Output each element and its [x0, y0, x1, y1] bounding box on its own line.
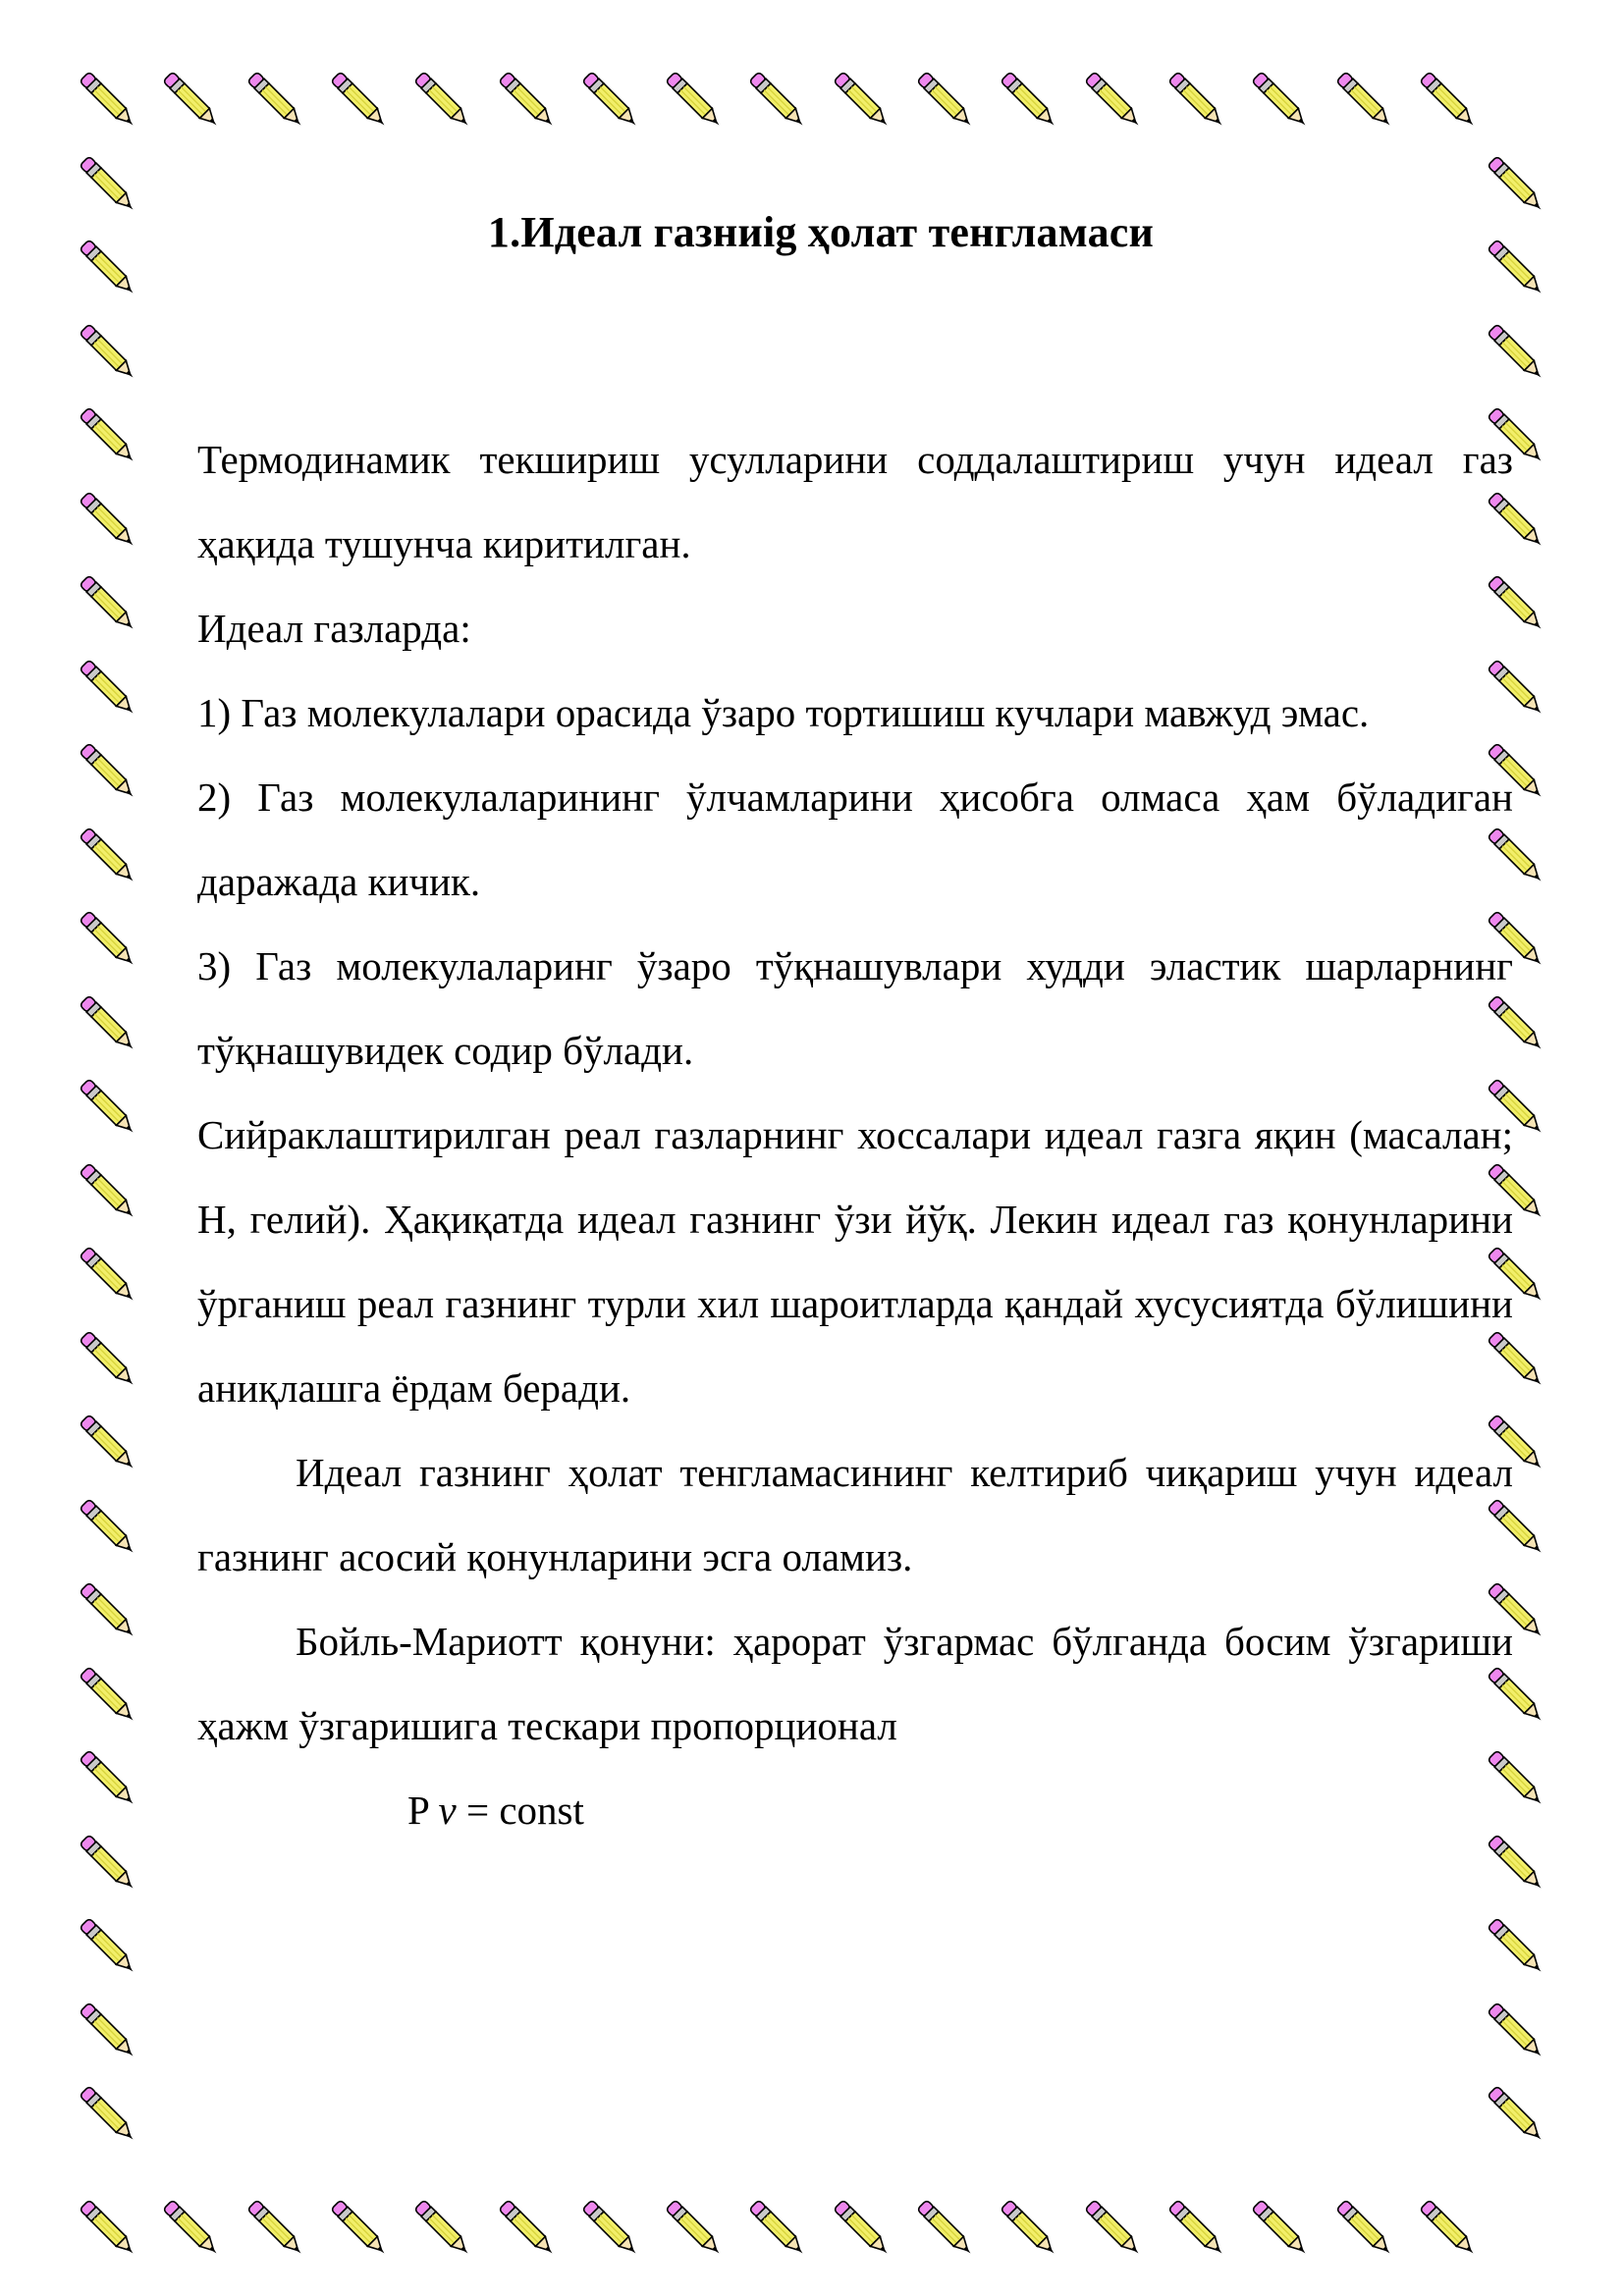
pencil-icon [69, 1404, 147, 1482]
pencil-icon [404, 2189, 482, 2268]
page-title: 1.Идеал газниig ҳолат тенгламаси [487, 208, 1155, 256]
document-content [197, 201, 1513, 1833]
pencil-icon [1158, 61, 1236, 139]
pencil-icon [488, 61, 567, 139]
pencil-icon [1326, 2189, 1404, 2268]
pencil-icon [69, 2189, 147, 2268]
pencil-icon [69, 649, 147, 727]
pencil-icon [237, 61, 315, 139]
pencil-icon [906, 61, 985, 139]
pencil-icon [69, 397, 147, 475]
pencil-icon [69, 61, 147, 139]
body-text [197, 417, 1513, 1852]
pencil-icon [69, 985, 147, 1063]
formula-p: P [407, 1788, 429, 1833]
pencil-icon [1326, 61, 1404, 139]
pencil-icon [69, 1068, 147, 1147]
pencil-icon [69, 900, 147, 979]
pencil-icon [69, 1907, 147, 1986]
list-item-1: 1) Газ молекулалари орасида ўзаро тортишиш кучлари мавжуд эмас. [197, 690, 1370, 735]
pencil-icon [488, 2189, 567, 2268]
formula-boyle-mariotte [197, 1768, 1513, 1852]
pencil-icon [69, 1236, 147, 1314]
pencil-icon [1074, 61, 1153, 139]
pencil-icon [738, 2189, 817, 2268]
pencil-icon [69, 564, 147, 643]
pencil-icon [1409, 61, 1488, 139]
pencil-icon [69, 1572, 147, 1650]
pencil-icon [69, 1320, 147, 1399]
pencil-icon [1477, 1992, 1555, 2070]
pencil-icon [69, 817, 147, 895]
pencil-icon [655, 2189, 733, 2268]
pencil-icon [1409, 2189, 1488, 2268]
list-item-3: 3) Газ молекулаларинг ўзаро тўқнашувлари худди эластик шарларнинг тўқнашувидек содир бўлади. [197, 943, 1513, 1073]
pencil-icon [69, 1824, 147, 1902]
pencil-icon [990, 2189, 1068, 2268]
pencil-icon [738, 61, 817, 139]
pencil-icon [69, 1656, 147, 1735]
pencil-icon [655, 61, 733, 139]
pencil-icon [69, 313, 147, 392]
pencil-icon [320, 2189, 399, 2268]
pencil-icon [1241, 61, 1320, 139]
pencil-icon [404, 61, 482, 139]
pencil-icon [69, 1152, 147, 1231]
list-item-2: 2) Газ молекулаларининг ўлчамларини ҳисобга олмаса ҳам бўладиган даражада кичик. [197, 774, 1513, 904]
paragraph-intro: Термодинамик текшириш усулларини соддалаштириш учун идеал газ ҳақида тушунча киритилган. [197, 437, 1513, 566]
pencil-icon [571, 2189, 650, 2268]
pencil-icon [990, 61, 1068, 139]
pencil-icon [69, 1739, 147, 1818]
pencil-icon [152, 61, 231, 139]
formula-v: v [438, 1788, 457, 1833]
pencil-icon [906, 2189, 985, 2268]
pencil-icon [69, 732, 147, 811]
pencil-icon [69, 1992, 147, 2070]
pencil-icon [237, 2189, 315, 2268]
paragraph-real-gases: Сийраклаштирилган реал газларнинг хоссалари идеал газга яқин (масалан; Н, гелий). Ҳақиқатда идеал газнинг ўзи йўқ. Лекин идеал газ қонунларини ўрганиш реал газнинг турли хил шароитларда қандай хусусиятда бўлишини аниқлашга ёрдам беради. [197, 1112, 1513, 1411]
paragraph-ideal-gases-heading: Идеал газларда: [197, 606, 471, 651]
paragraph-boyle-mariotte: Бойль-Мариотт қонуни: ҳарорат ўзгармас бўлганда босим ўзгариши ҳажм ўзгаришига тескари пропорционал [197, 1619, 1513, 1748]
pencil-icon [320, 61, 399, 139]
pencil-icon [1241, 2189, 1320, 2268]
pencil-icon [152, 2189, 231, 2268]
pencil-icon [1158, 2189, 1236, 2268]
pencil-icon [69, 2075, 147, 2154]
pencil-icon [69, 1488, 147, 1567]
pencil-icon [571, 61, 650, 139]
pencil-icon [1074, 2189, 1153, 2268]
pencil-icon [1477, 313, 1555, 392]
pencil-icon [823, 61, 901, 139]
pencil-icon [1477, 2075, 1555, 2154]
pencil-icon [69, 481, 147, 560]
paragraph-state-equation: Идеал газнинг ҳолат тенгламасининг келтириб чиқариш учун идеал газнинг асосий қонунларини эсга оламиз. [197, 1450, 1513, 1579]
formula-rhs: = const [456, 1788, 584, 1833]
pencil-icon [823, 2189, 901, 2268]
pencil-icon [1477, 1907, 1555, 1986]
